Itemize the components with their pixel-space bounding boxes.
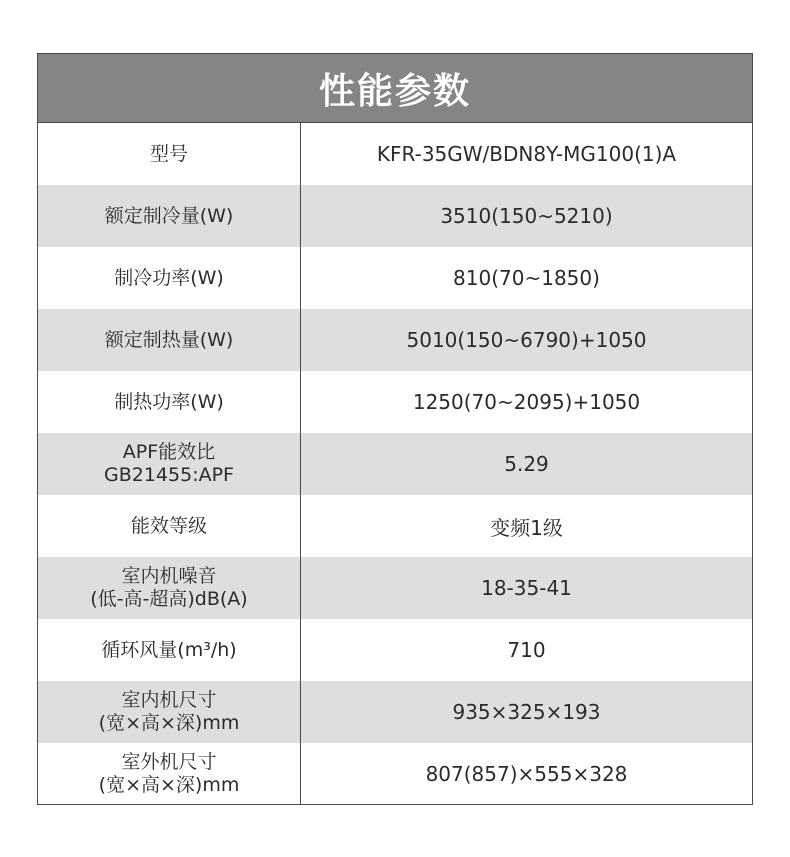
row-value: 935×325×193 xyxy=(452,700,601,724)
table-row xyxy=(38,309,752,371)
row-label xyxy=(38,433,301,495)
spec-table xyxy=(37,53,753,805)
label-line: 室外机尺寸 xyxy=(121,750,217,773)
table-row xyxy=(38,495,752,557)
row-value: 变频1级 xyxy=(490,515,563,540)
label-line: 额定制冷量(W) xyxy=(104,204,234,227)
table-row xyxy=(38,557,752,619)
label-line: 型号 xyxy=(149,142,188,165)
table-row xyxy=(38,247,752,309)
label-line: 额定制热量(W) xyxy=(104,328,234,351)
row-value: 1250(70~2095)+1050 xyxy=(412,390,641,414)
row-label xyxy=(38,247,301,309)
label-line: 制冷功率(W) xyxy=(114,266,224,289)
table-row xyxy=(38,433,752,495)
row-label xyxy=(38,557,301,619)
row-label xyxy=(38,123,301,185)
row-value: 807(857)×555×328 xyxy=(425,761,628,786)
table-title: 性能参数 xyxy=(38,54,752,123)
table-row xyxy=(38,681,752,743)
row-value: 18-35-41 xyxy=(481,576,572,600)
row-label xyxy=(38,619,301,681)
table-row xyxy=(38,123,752,185)
table-row xyxy=(38,371,752,433)
table-row xyxy=(38,743,752,804)
label-line: GB21455:APF xyxy=(104,464,234,486)
label-line: 能效等级 xyxy=(130,514,207,537)
row-label xyxy=(38,309,301,371)
row-value: KFR-35GW/BDN8Y-MG100(1)A xyxy=(376,142,677,166)
table-row xyxy=(38,185,752,247)
row-label xyxy=(38,743,301,804)
row-label xyxy=(38,495,301,557)
row-label xyxy=(38,185,301,247)
row-value: 810(70~1850) xyxy=(453,266,600,290)
row-value: 5010(150~6790)+1050 xyxy=(406,328,647,352)
table-row xyxy=(38,619,752,681)
row-value: 5.29 xyxy=(504,452,549,476)
label-line: (低-高-超高)dB(A) xyxy=(90,588,248,610)
label-line: APF能效比 xyxy=(122,441,216,463)
label-line: (宽×高×深)mm xyxy=(98,773,240,796)
row-label xyxy=(38,371,301,433)
row-value: 710 xyxy=(507,638,546,662)
label-line: (宽×高×深)mm xyxy=(98,712,240,734)
label-line: 循环风量(m³/h) xyxy=(101,638,237,661)
label-line: 室内机噪音 xyxy=(121,565,217,587)
label-line: 室内机尺寸 xyxy=(121,689,217,711)
row-label xyxy=(38,681,301,743)
row-value: 3510(150~5210) xyxy=(440,204,613,228)
label-line: 制热功率(W) xyxy=(114,390,224,413)
